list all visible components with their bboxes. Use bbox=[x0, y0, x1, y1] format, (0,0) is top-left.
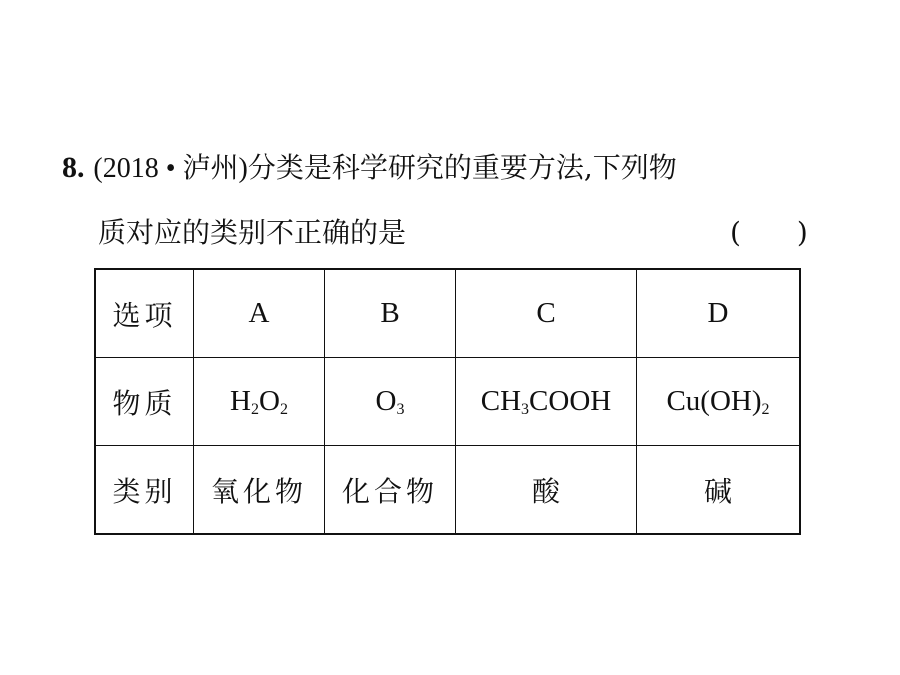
substance-row-label: 物质 bbox=[95, 358, 194, 446]
category-a: 氧化物 bbox=[194, 446, 325, 535]
substance-d: $Cu(OH)_2$ bbox=[637, 358, 801, 446]
header-option-label: 选项 bbox=[95, 269, 194, 358]
table-row-category bbox=[95, 446, 800, 535]
category-b: 化合物 bbox=[325, 446, 456, 535]
category-d: 碱 bbox=[637, 446, 801, 535]
question-source: (2018 • 泸州) bbox=[93, 153, 248, 184]
question-number: 8. bbox=[62, 151, 85, 184]
header-option-b: B bbox=[325, 269, 456, 358]
table-row-substance bbox=[95, 358, 800, 446]
header-option-a: A bbox=[194, 269, 325, 358]
substance-c: $CH_3COOH$ bbox=[456, 358, 637, 446]
answer-blank: ( ) bbox=[730, 216, 808, 249]
table-header-row bbox=[95, 269, 800, 358]
question-stem-line-1: 分类是科学研究的重要方法,下列物 bbox=[247, 151, 677, 184]
header-option-d: D bbox=[637, 269, 801, 358]
header-option-c: C bbox=[456, 269, 637, 358]
question-block bbox=[62, 136, 842, 265]
options-table bbox=[94, 268, 801, 535]
category-c: 酸 bbox=[456, 446, 637, 535]
category-row-label: 类别 bbox=[95, 446, 194, 535]
substance-b: $O_3$ bbox=[325, 358, 456, 446]
question-line-2 bbox=[62, 201, 842, 265]
substance-a: $H_2O_2$ bbox=[194, 358, 325, 446]
question-line-1 bbox=[62, 136, 842, 201]
question-stem-line-2: 质对应的类别不正确的是 bbox=[98, 216, 407, 249]
